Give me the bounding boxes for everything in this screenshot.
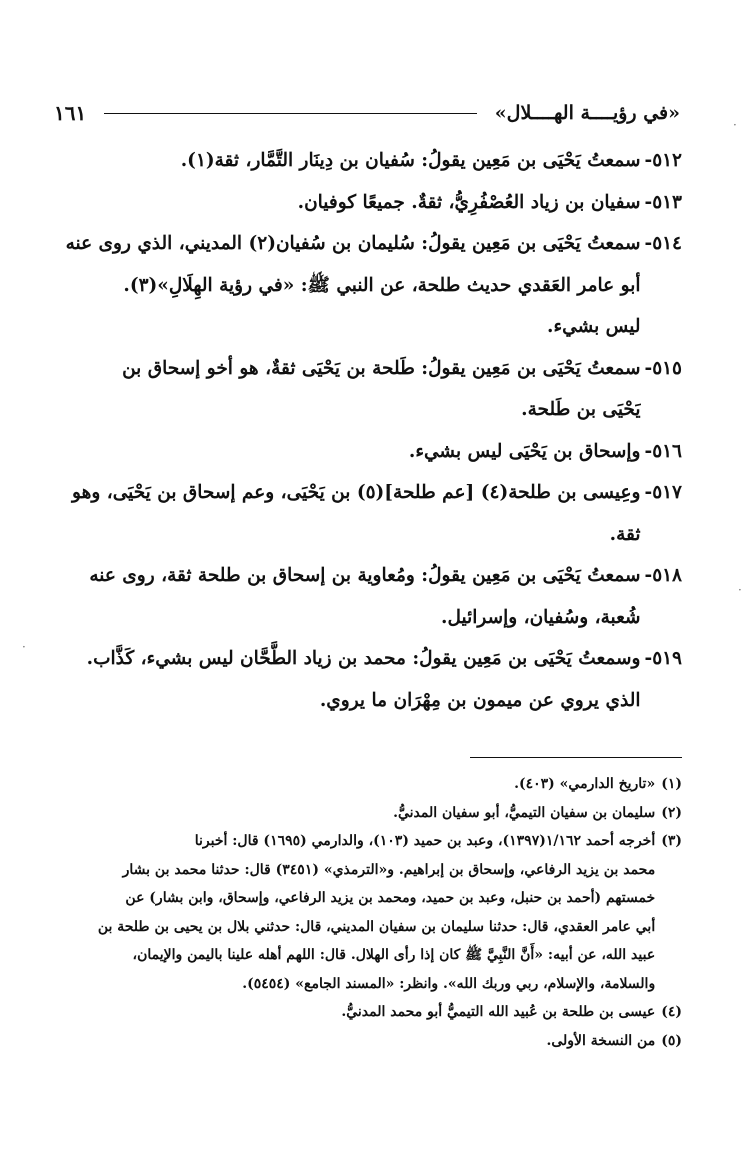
entry-number: ٥١٢- [644,150,682,171]
entry-line: شُعبة، وسُفيان، وإسرائيل. [441,606,641,628]
entry-line: سمعتُ يَحْيَى بن مَعِين يقولُ: طَلحة بن يَحْيَى ثقةٌ، هو أخو إسحاق بن [122,357,641,379]
entry-513 [52,182,682,224]
entry-line: سمعتُ يَحْيَى بن مَعِين يقولُ: ومُعاوية بن إسحاق بن طلحة ثقة، روى عنه [89,565,641,586]
entry-519 [52,638,682,721]
entry-line: أبو عامر العَقدي حديث طلحة، عن النبي ﷺ: «في رؤية الهِلَالِ»(٣). [123,274,641,296]
entry-line: وسمعتُ يَحْيَى بن مَعِين يقولُ: محمد بن زياد الطَّحَّان ليس بشيء، كَذَّاب. [86,648,641,669]
footnote-separator [470,757,682,758]
entry-516 [52,431,682,473]
header-rule [104,113,477,114]
entry-line: سمعتُ يَحْيَى بن مَعِين يقولُ: سُليمان بن سُفيان(٢) المديني، الذي روى عنه [65,233,641,254]
footnote-line: أبي عامر العقدي، قال: حدثنا سليمان بن سفيان المديني، قال: حدثني بلال بن يحيى بن طلحة بن [97,918,656,935]
entry-number: ٥١٩- [644,648,682,669]
footnote-line: عيسى بن طلحة بن عُبيد الله التيميُّ أبو محمد المدنيُّ. [341,1004,656,1020]
entry-515 [52,348,682,431]
entry-517 [52,472,682,555]
entry-line: وعِيسى بن طلحة(٤) [عم طلحة](٥) بن يَحْيَى، وعم إسحاق بن يَحْيَى، وهو [72,482,641,503]
main-text [52,140,682,721]
footnotes [52,770,682,1055]
footnote-line: عبيد الله، عن أبيه: «أَنَّ النَّبِيَّ ﷺ كان إذا رأى الهلال. قال: اللهم أهله علينا باليمن والإيمان، [132,947,656,963]
entry-line: الذي يروي عن ميمون بن مِهْرَان ما يروي. [319,689,641,711]
entry-line: ليس بشيء. [547,316,641,337]
entry-line: يَحْيَى بن طَلحة. [521,399,641,420]
footnote-line: «تاريخ الدارمي» (٤٠٣). [514,776,656,792]
entry-number: ٥١٨- [644,565,682,586]
footnote-5 [52,1027,682,1056]
entry-512 [52,140,682,182]
footnote-1 [52,770,682,799]
footnote-line: من النسخة الأولى. [546,1032,656,1049]
entry-number: ٥١٦- [644,440,682,462]
running-title: «في رؤيــــة الهــــلال» [494,102,680,124]
footnote-3 [52,827,682,998]
scan-mark: · [738,583,742,597]
entry-line: ثقة. [609,523,641,545]
footnote-line: محمد بن يزيد الرفاعي، وإسحاق بن إبراهيم. و«الترمذي» (٣٤٥١) قال: حدثنا محمد بن بشار [122,861,656,878]
footnote-number: (٢) [661,804,682,821]
scan-mark: · [733,118,737,132]
scan-mark: · [22,640,26,654]
footnote-number: (٣) [661,833,682,849]
entry-line: وإسحاق بن يَحْيَى ليس بشيء. [408,440,641,462]
footnote-line: خمستهم (أحمد بن حنبل، وعبد بن حميد، ومحمد بن يزيد الرفاعي، وإسحاق، وابن بشار) عن [125,890,656,906]
footnote-number: (٤) [661,1004,682,1020]
footnote-line: والسلامة، والإسلام، ربي وربك الله». وانظر: «المسند الجامع» (٥٤٥٤). [242,975,656,992]
footnote-number: (١) [661,776,682,792]
entry-514 [52,223,682,348]
entry-518 [52,555,682,638]
entry-number: ٥١٣- [644,191,682,213]
footnote-4 [52,998,682,1027]
entry-number: ٥١٥- [644,357,682,379]
footnote-number: (٥) [661,1032,682,1049]
entry-number: ٥١٧- [644,482,682,503]
footnote-2 [52,799,682,828]
footnote-line: سليمان بن سفيان التيميُّ، أبو سفيان المدنيُّ. [393,804,656,821]
entry-line: سفيان بن زياد العُصْفُرِيُّ، ثقةٌ. جميعًا كوفيان. [297,191,641,213]
page-header [54,96,680,130]
page-number: ١٦١ [54,101,87,125]
entry-number: ٥١٤- [644,233,682,254]
entry-line: سمعتُ يَحْيَى بن مَعِين يقولُ: سُفيان بن دِينَار التَّمَّار، ثقة(١). [180,150,641,171]
footnote-line: أخرجه أحمد ١/١٦٢(١٣٩٧)، وعبد بن حميد (١٠٣)، والدارمي (١٦٩٥) قال: أخبرنا [194,833,656,849]
